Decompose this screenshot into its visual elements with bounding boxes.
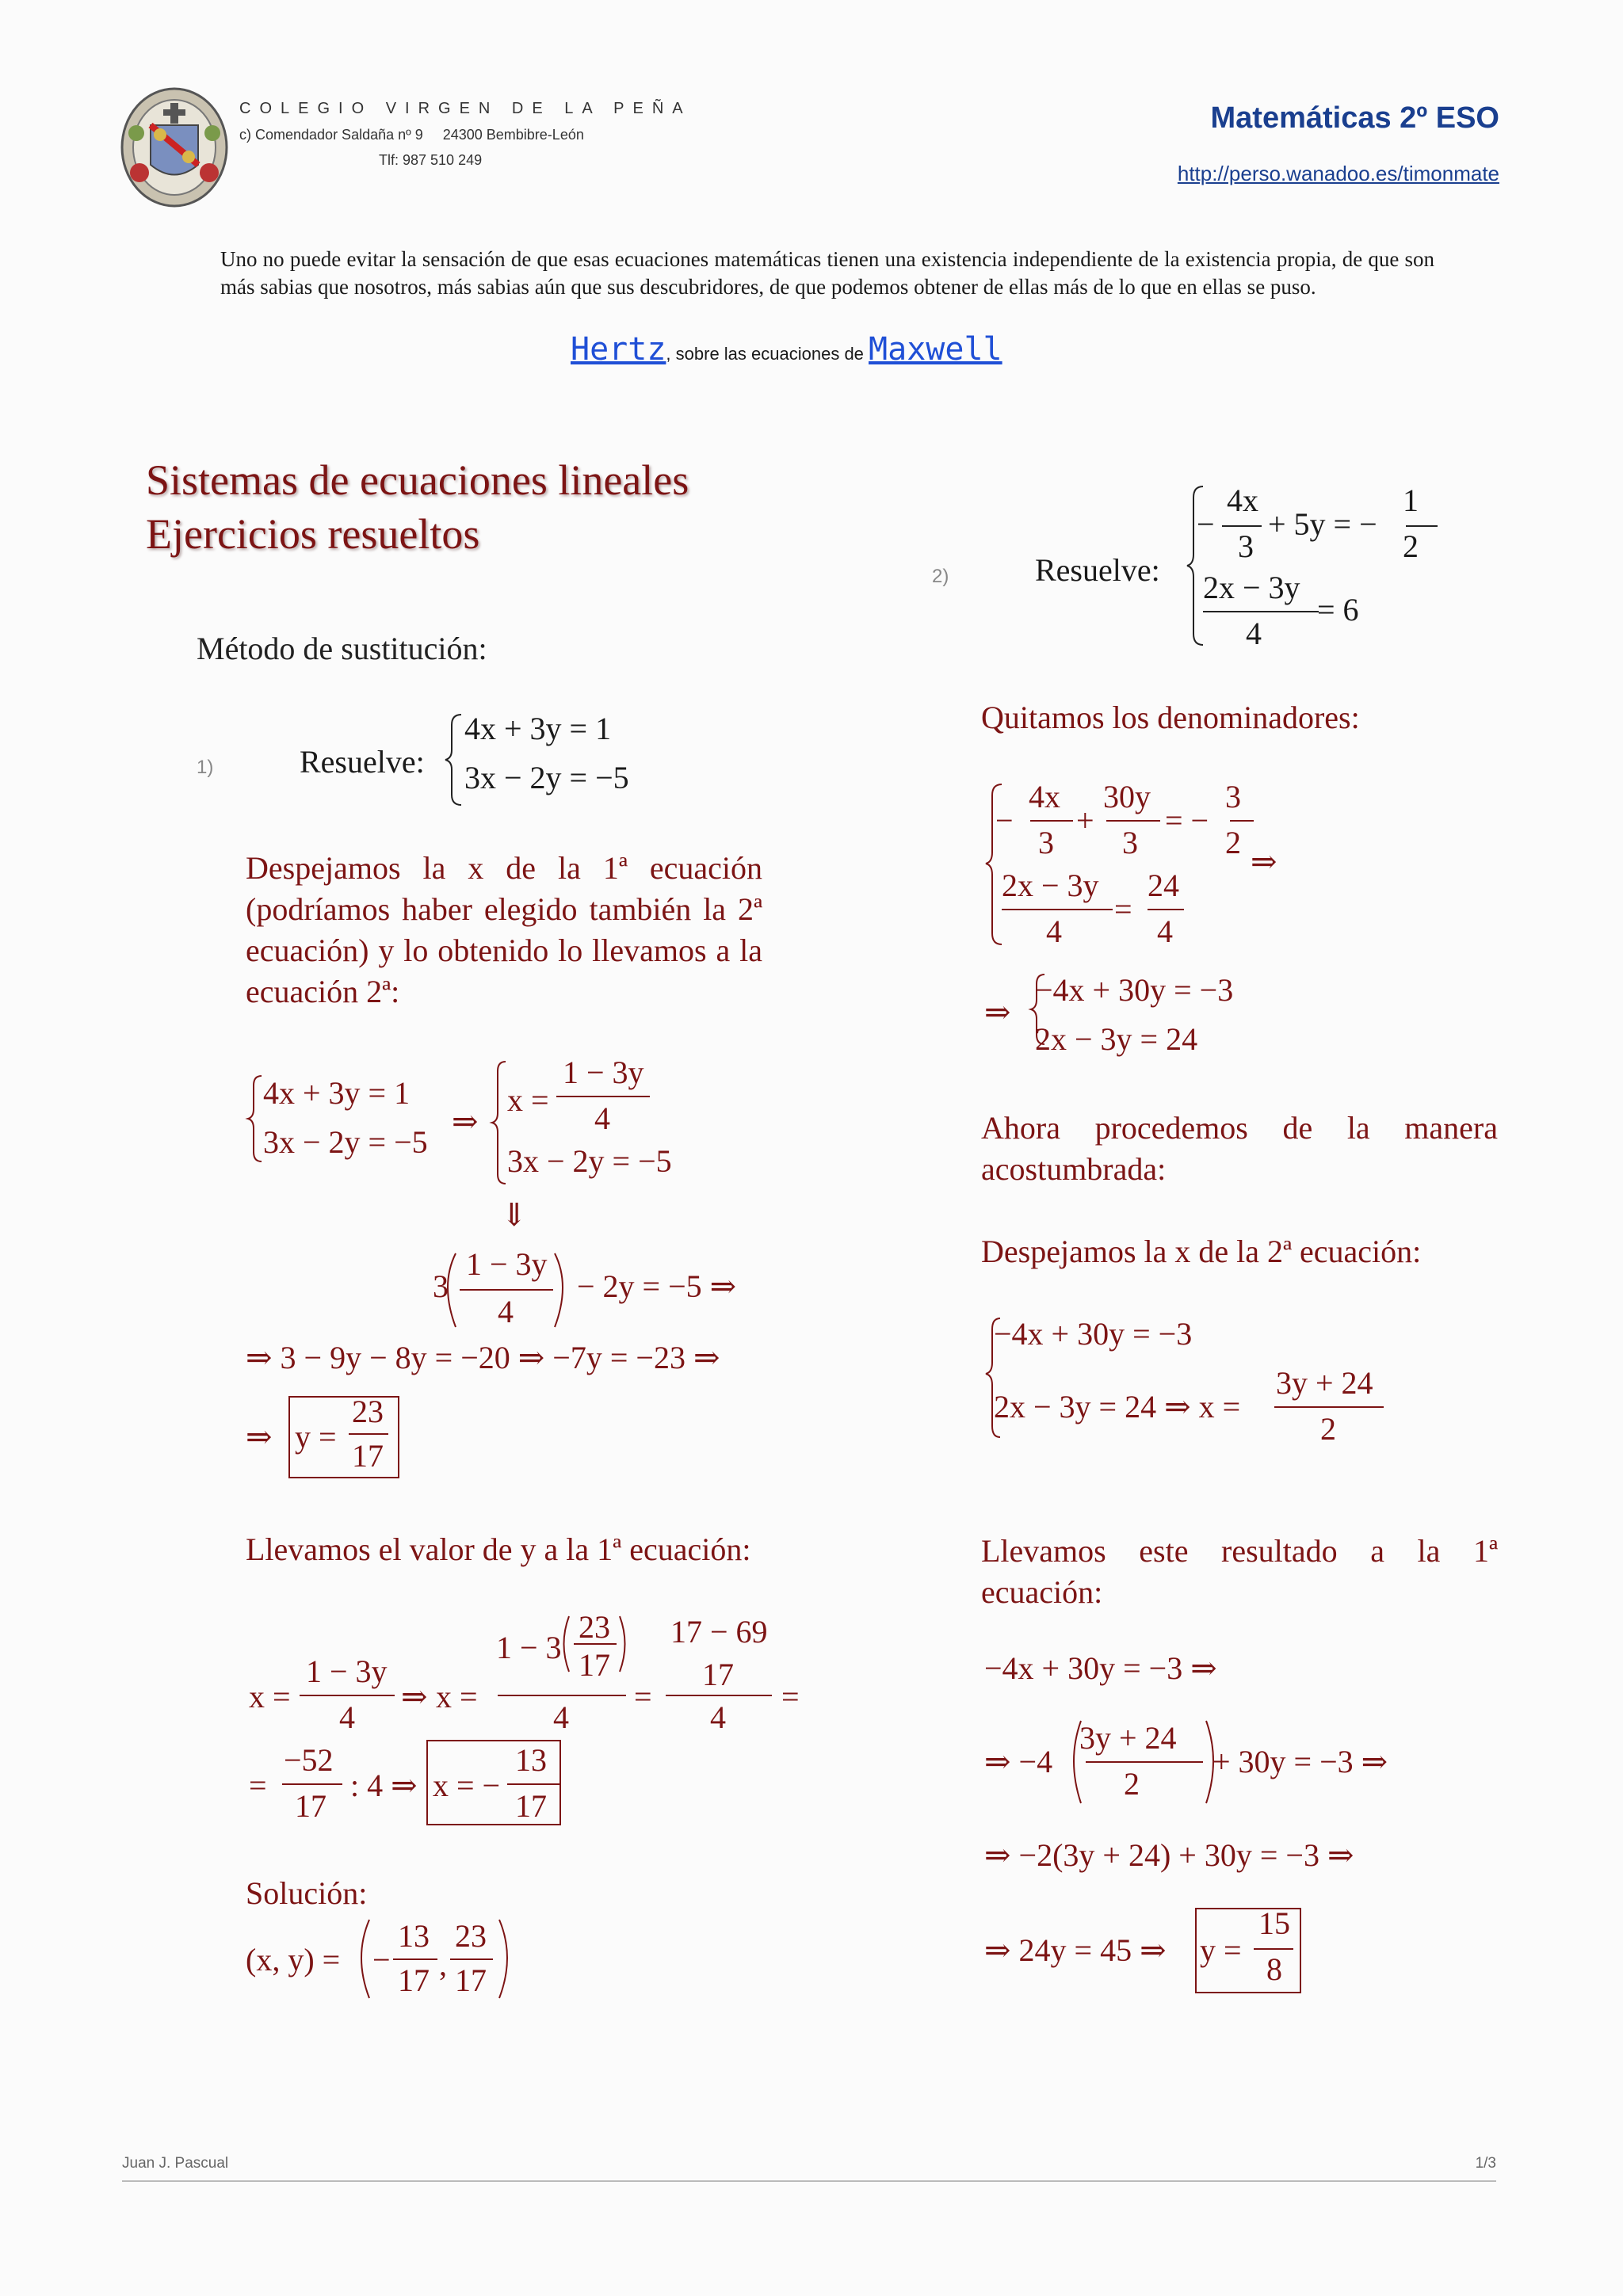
- y2-num: 15: [1258, 1905, 1290, 1941]
- ex2-eq1-rhs-num: 1: [1403, 482, 1419, 518]
- equals-1: =: [634, 1679, 652, 1714]
- method-heading: Método de sustitución:: [197, 631, 487, 666]
- q-30y: 30y: [1103, 779, 1151, 814]
- sys-brace-1: [248, 1076, 262, 1161]
- q-4x: 4x: [1029, 779, 1060, 814]
- despejamos-text: Despejamos la x de la 2ª ecuación:: [981, 1234, 1422, 1269]
- x-frac-den: 4: [339, 1699, 355, 1735]
- q-implies: ⇒: [1251, 844, 1277, 879]
- inner-den: 17: [579, 1647, 610, 1683]
- solution-y-den: 17: [455, 1962, 487, 1998]
- result-arrow: ⇒: [246, 1419, 273, 1455]
- sys-eq2: 3x − 2y = −5: [263, 1124, 428, 1160]
- equals-2: =: [781, 1679, 800, 1714]
- footer-divider: [122, 2180, 1496, 2182]
- y-den: 17: [352, 1438, 384, 1474]
- exercise-1-number: 1): [197, 757, 214, 778]
- school-name: COLEGIO VIRGEN DE LA PEÑA: [239, 100, 692, 117]
- ex2-eq1-mid: + 5y = −: [1268, 506, 1377, 542]
- s2-den: 2: [1124, 1766, 1140, 1802]
- footer-page: 1/3: [1475, 2155, 1496, 2172]
- q-minus: −: [995, 803, 1014, 838]
- hertz-link[interactable]: Hertz: [571, 331, 666, 368]
- y-num: 23: [352, 1394, 384, 1429]
- ex2-eq1-num: 4x: [1227, 482, 1258, 518]
- big-den: 4: [553, 1699, 569, 1735]
- implies-down: ⇓: [501, 1197, 528, 1233]
- website-link[interactable]: http://perso.wanadoo.es/timonmate: [1177, 162, 1499, 185]
- maxwell-link[interactable]: Maxwell: [869, 331, 1002, 368]
- ex1-brace: [445, 715, 461, 805]
- sys-brace-2: [492, 1062, 506, 1184]
- lin-implies: ⇒: [984, 994, 1011, 1030]
- x-frac-num: 1 − 3y: [306, 1653, 388, 1689]
- s3: ⇒ −2(3y + 24) + 30y = −3 ⇒: [984, 1837, 1354, 1873]
- des-eq1: −4x + 30y = −3: [994, 1316, 1193, 1352]
- frac-num-1: 1 − 3y: [563, 1055, 644, 1090]
- school-address: c) Comendador Saldaña nº 9 24300 Bembibre-León: [239, 127, 584, 143]
- solution-x-num: 13: [398, 1918, 430, 1954]
- num-17-69: 17 − 69: [670, 1614, 768, 1650]
- ex1-explanation: Despejamos la x de la 1ª ecuación (podríamos haber elegido también la 2ª ecuación) y lo obtenido lo llevamos a la ecuación 2ª:: [246, 850, 762, 1009]
- div4: : 4 ⇒: [350, 1768, 418, 1803]
- one-minus-3: 1 − 3: [496, 1630, 562, 1665]
- x-eq-1: x =: [249, 1679, 291, 1714]
- num-17: 17: [702, 1657, 734, 1692]
- step-2: ⇒ 3 − 9y − 8y = −20 ⇒ −7y = −23 ⇒: [246, 1340, 720, 1375]
- ex1-eq1: 4x + 3y = 1: [464, 711, 612, 746]
- y2-eq-label: y =: [1200, 1932, 1242, 1968]
- neg52: −52: [284, 1742, 334, 1778]
- quitamos-heading: Quitamos los denominadores:: [981, 700, 1360, 735]
- ex1-resuelve: Resuelve:: [300, 744, 425, 780]
- des-num: 3y + 24: [1276, 1365, 1373, 1401]
- frac-den-1: 4: [594, 1100, 610, 1136]
- sys-eq1: 4x + 3y = 1: [263, 1075, 411, 1111]
- ex2-eq1-minus: −: [1197, 506, 1215, 542]
- sub-x-eq: x =: [507, 1082, 549, 1118]
- solution-comma: ,: [439, 1947, 447, 1982]
- q-2x3y: 2x − 3y: [1002, 868, 1099, 903]
- q-2: 2: [1225, 825, 1241, 860]
- solution-minus: −: [372, 1942, 391, 1978]
- sub-eq2: 3x − 2y = −5: [507, 1143, 672, 1179]
- s1: −4x + 30y = −3 ⇒: [984, 1650, 1217, 1686]
- footer-author: Juan J. Pascual: [122, 2155, 229, 2172]
- s2-post: + 30y = −3 ⇒: [1212, 1744, 1388, 1779]
- q-plus: +: [1076, 803, 1094, 838]
- x-den: 17: [515, 1788, 547, 1824]
- den-4: 4: [710, 1699, 726, 1735]
- y-eq-label: y =: [295, 1419, 337, 1455]
- lin-eq2: 2x − 3y = 24: [1035, 1021, 1198, 1057]
- page-title-line2: Ejercicios resueltos: [146, 510, 480, 558]
- s4: ⇒ 24y = 45 ⇒: [984, 1932, 1167, 1968]
- solution-label: Solución:: [246, 1875, 368, 1911]
- q-4a: 4: [1046, 913, 1062, 949]
- solution-y-num: 23: [455, 1918, 487, 1954]
- step-frac-den: 4: [498, 1294, 514, 1329]
- q-eq: =: [1114, 891, 1132, 927]
- page-title-line1: Sistemas de ecuaciones lineales: [146, 456, 689, 504]
- ahora-text: Ahora procedemos de la manera acostumbrada:: [981, 1110, 1498, 1187]
- q-24: 24: [1148, 868, 1179, 903]
- ex2-eq1-rhs-den: 2: [1403, 528, 1419, 564]
- implies-arrow-1: ⇒: [452, 1104, 479, 1139]
- ex2-eq2-num: 2x − 3y: [1203, 570, 1300, 605]
- q-eq-minus: = −: [1165, 803, 1209, 838]
- step-frac-num: 1 − 3y: [466, 1246, 548, 1282]
- s2-pre: ⇒ −4: [984, 1744, 1053, 1779]
- x-res-label: x = −: [433, 1768, 501, 1803]
- des-eq2: 2x − 3y = 24 ⇒ x =: [994, 1389, 1241, 1425]
- attribution-middle: , sobre las ecuaciones de: [666, 344, 869, 364]
- step-rest: − 2y = −5 ⇒: [577, 1268, 737, 1304]
- ex2-eq2-rhs: = 6: [1317, 592, 1359, 627]
- exercise-2-number: 2): [932, 566, 949, 587]
- den-17: 17: [295, 1788, 327, 1824]
- ex1-explanation-2: Llevamos el valor de y a la 1ª ecuación:: [246, 1531, 751, 1567]
- x-eq-2: x =: [436, 1679, 478, 1714]
- des-den: 2: [1320, 1411, 1336, 1447]
- course-title: Matemáticas 2º ESO: [1210, 101, 1499, 135]
- solution-x-den: 17: [398, 1962, 430, 1998]
- x-num: 13: [515, 1742, 547, 1778]
- q-3a: 3: [1038, 825, 1054, 860]
- implies-arrow-2: ⇒: [401, 1679, 428, 1714]
- y2-den: 8: [1266, 1951, 1282, 1987]
- ex2-eq2-den: 4: [1246, 616, 1262, 651]
- q-3b: 3: [1122, 825, 1138, 860]
- s2-num: 3y + 24: [1079, 1720, 1177, 1756]
- equals-3: =: [249, 1768, 267, 1803]
- ex2-resuelve: Resuelve:: [1035, 552, 1160, 588]
- school-phone: Tlf: 987 510 249: [379, 152, 483, 168]
- llevamos-text: Llevamos este resultado a la 1ª ecuación:: [981, 1533, 1498, 1610]
- inner-num: 23: [579, 1609, 610, 1645]
- solution-xy: (x, y) =: [246, 1942, 341, 1978]
- lin-eq1: −4x + 30y = −3: [1035, 972, 1234, 1008]
- step-coef: 3: [433, 1268, 449, 1304]
- q-3c: 3: [1225, 779, 1241, 814]
- ex1-eq2: 3x − 2y = −5: [464, 760, 629, 795]
- ex2-eq1-den: 3: [1238, 528, 1254, 564]
- q-4b: 4: [1157, 913, 1173, 949]
- quote-text: Uno no puede evitar la sensación de que esas ecuaciones matemáticas tienen una existencia independiente de la existencia propia, de que son más sabias que nosotros, más sabias aún que sus descubridores, de que podemos obtener de ellas más de lo que en ellas se puso.: [220, 247, 1434, 299]
